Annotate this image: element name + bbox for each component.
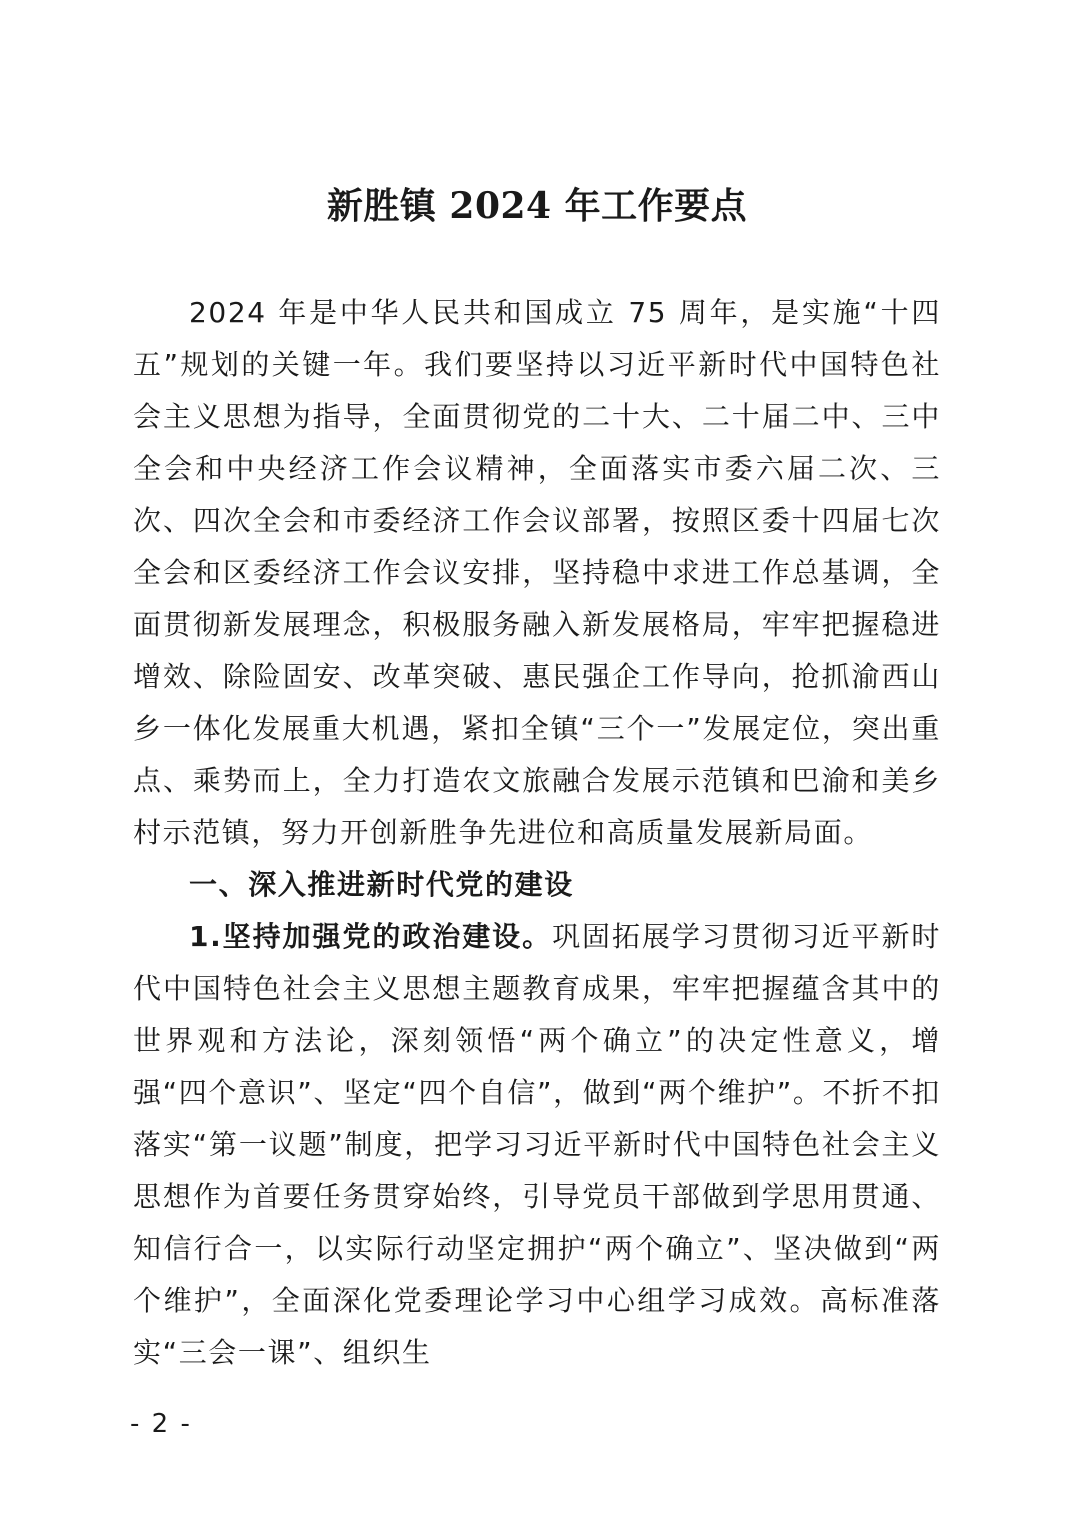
page-number: - 2 - (130, 1409, 192, 1439)
item-1-lead: 1.坚持加强党的政治建设。 (189, 920, 553, 953)
item-1-paragraph (133, 911, 941, 1379)
intro-paragraph: 2024 年是中华人民共和国成立 75 周年，是实施“十四五”规划的关键一年。我们要坚持以习近平新时代中国特色社会主义思想为指导，全面贯彻党的二十大、二十届二中、三中全会和中央经济工作会议精神，全面落实市委六届二次、三次、四次全会和市委经济工作会议部署，按照区委十四届七次全会和区委经济工作会议安排，坚持稳中求进工作总基调，全面贯彻新发展理念，积极服务融入新发展格局，牢牢把握稳进增效、除险固安、改革突破、惠民强企工作导向，抢抓渝西山乡一体化发展重大机遇，紧扣全镇“三个一”发展定位，突出重点、乘势而上，全力打造农文旅融合发展示范镇和巴渝和美乡村示范镇，努力开创新胜争先进位和高质量发展新局面。 (133, 296, 941, 849)
document-body (133, 287, 941, 1379)
document-title: 新胜镇 2024 年工作要点 (326, 185, 748, 227)
section-heading: 一、深入推进新时代党的建设 (189, 868, 574, 901)
item-1-text: 巩固拓展学习贯彻习近平新时代中国特色社会主义思想主题教育成果，牢牢把握蕴含其中的世界观和方法论，深刻领悟“两个确立”的决定性意义，增强“四个意识”、坚定“四个自信”，做到“两个维护”。不折不扣落实“第一议题”制度，把学习习近平新时代中国特色社会主义思想作为首要任务贯穿始终，引导党员干部做到学思用贯通、知信行合一，以实际行动坚定拥护“两个确立”、坚决做到“两个维护”，全面深化党委理论学习中心组学习成效。高标准落实“三会一课”、组织生 (133, 920, 941, 1369)
